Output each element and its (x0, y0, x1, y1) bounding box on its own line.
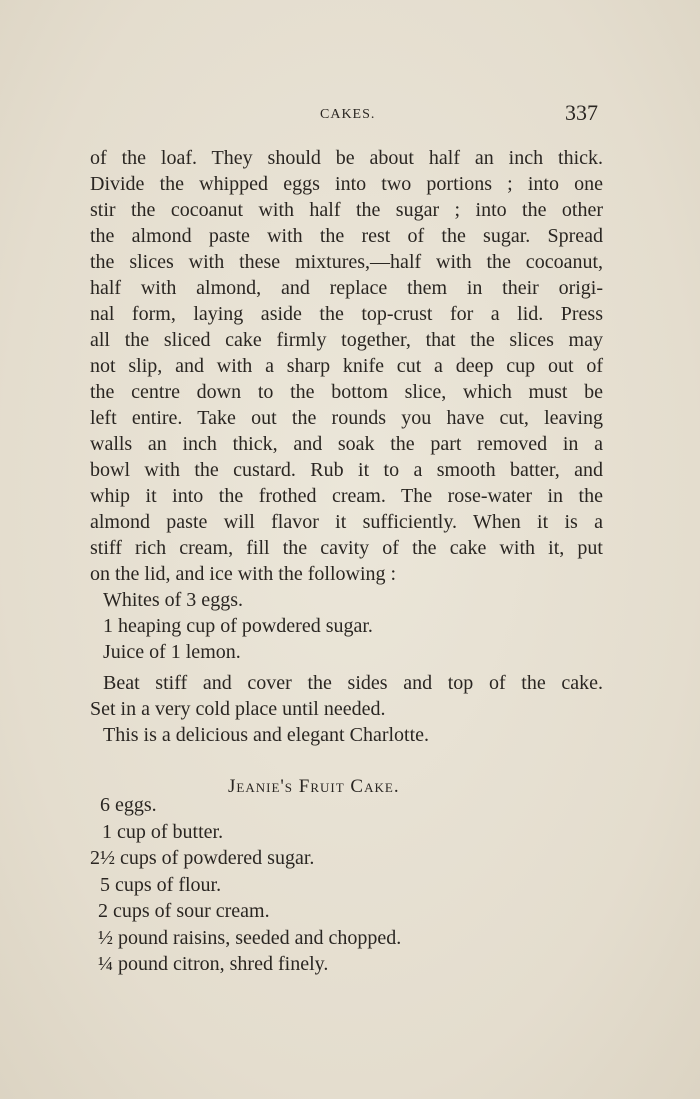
ingredient: 2 cups of sour cream. (98, 900, 270, 922)
text-line: the almond paste with the rest of the sugar. Spread (90, 225, 603, 247)
text-line: walls an inch thick, and soak the part removed in a (90, 433, 603, 455)
text-line: not slip, and with a sharp knife cut a deep cup out of (90, 355, 603, 377)
text-line: whip it into the frothed cream. The rose-water in the (90, 485, 603, 507)
text-line: all the sliced cake firmly together, that the slices may (90, 329, 603, 351)
text-line: bowl with the custard. Rub it to a smooth batter, and (90, 459, 603, 481)
page-number: 337 (565, 100, 598, 125)
ingredient: 1 cup of butter. (102, 820, 224, 843)
text-line: stiff rich cream, fill the cavity of the cake with it, put (90, 537, 603, 559)
text-line: left entire. Take out the rounds you have cut, leaving (90, 407, 603, 429)
ingredient: ¼ pound citron, shred finely. (98, 953, 329, 975)
text-line: the slices with these mixtures,—half with the cocoanut, (90, 251, 603, 273)
text-line: on the lid, and ice with the following : (90, 563, 397, 585)
text-line: stir the cocoanut with half the sugar ; into the other (90, 199, 603, 221)
text-line: Divide the whipped eggs into two portions ; into one (90, 173, 603, 195)
text-line: Set in a very cold place until needed. (90, 698, 386, 720)
icing-ingredient: Juice of 1 lemon. (103, 641, 241, 663)
icing-ingredient: Whites of 3 eggs. (103, 589, 243, 611)
text-line: half with almond, and replace them in their origi- (90, 277, 603, 299)
ingredient: 2½ cups of powdered sugar. (90, 847, 315, 869)
ingredient: 6 eggs. (100, 794, 157, 816)
text-line: This is a delicious and elegant Charlotte. (103, 724, 430, 746)
icing-ingredient: 1 heaping cup of powdered sugar. (103, 615, 373, 637)
ingredient: 5 cups of flour. (100, 873, 222, 896)
running-header: CAKES. (320, 107, 376, 122)
text-line: the centre down to the bottom slice, which must be (90, 381, 603, 403)
body-paragraph (90, 145, 603, 748)
text-line: almond paste will flavor it sufficiently. When it is a (90, 511, 603, 533)
text-line: nal form, laying aside the top-crust for a lid. Press (90, 303, 603, 325)
text-line: of the loaf. They should be about half an inch thick. (90, 147, 603, 169)
ingredient-list (90, 792, 401, 978)
text-line: Beat stiff and cover the sides and top of the cake. (103, 672, 603, 694)
recipe-title: Jeanie's Fruit Cake. (228, 776, 400, 797)
ingredient: ½ pound raisins, seeded and chopped. (98, 926, 402, 949)
